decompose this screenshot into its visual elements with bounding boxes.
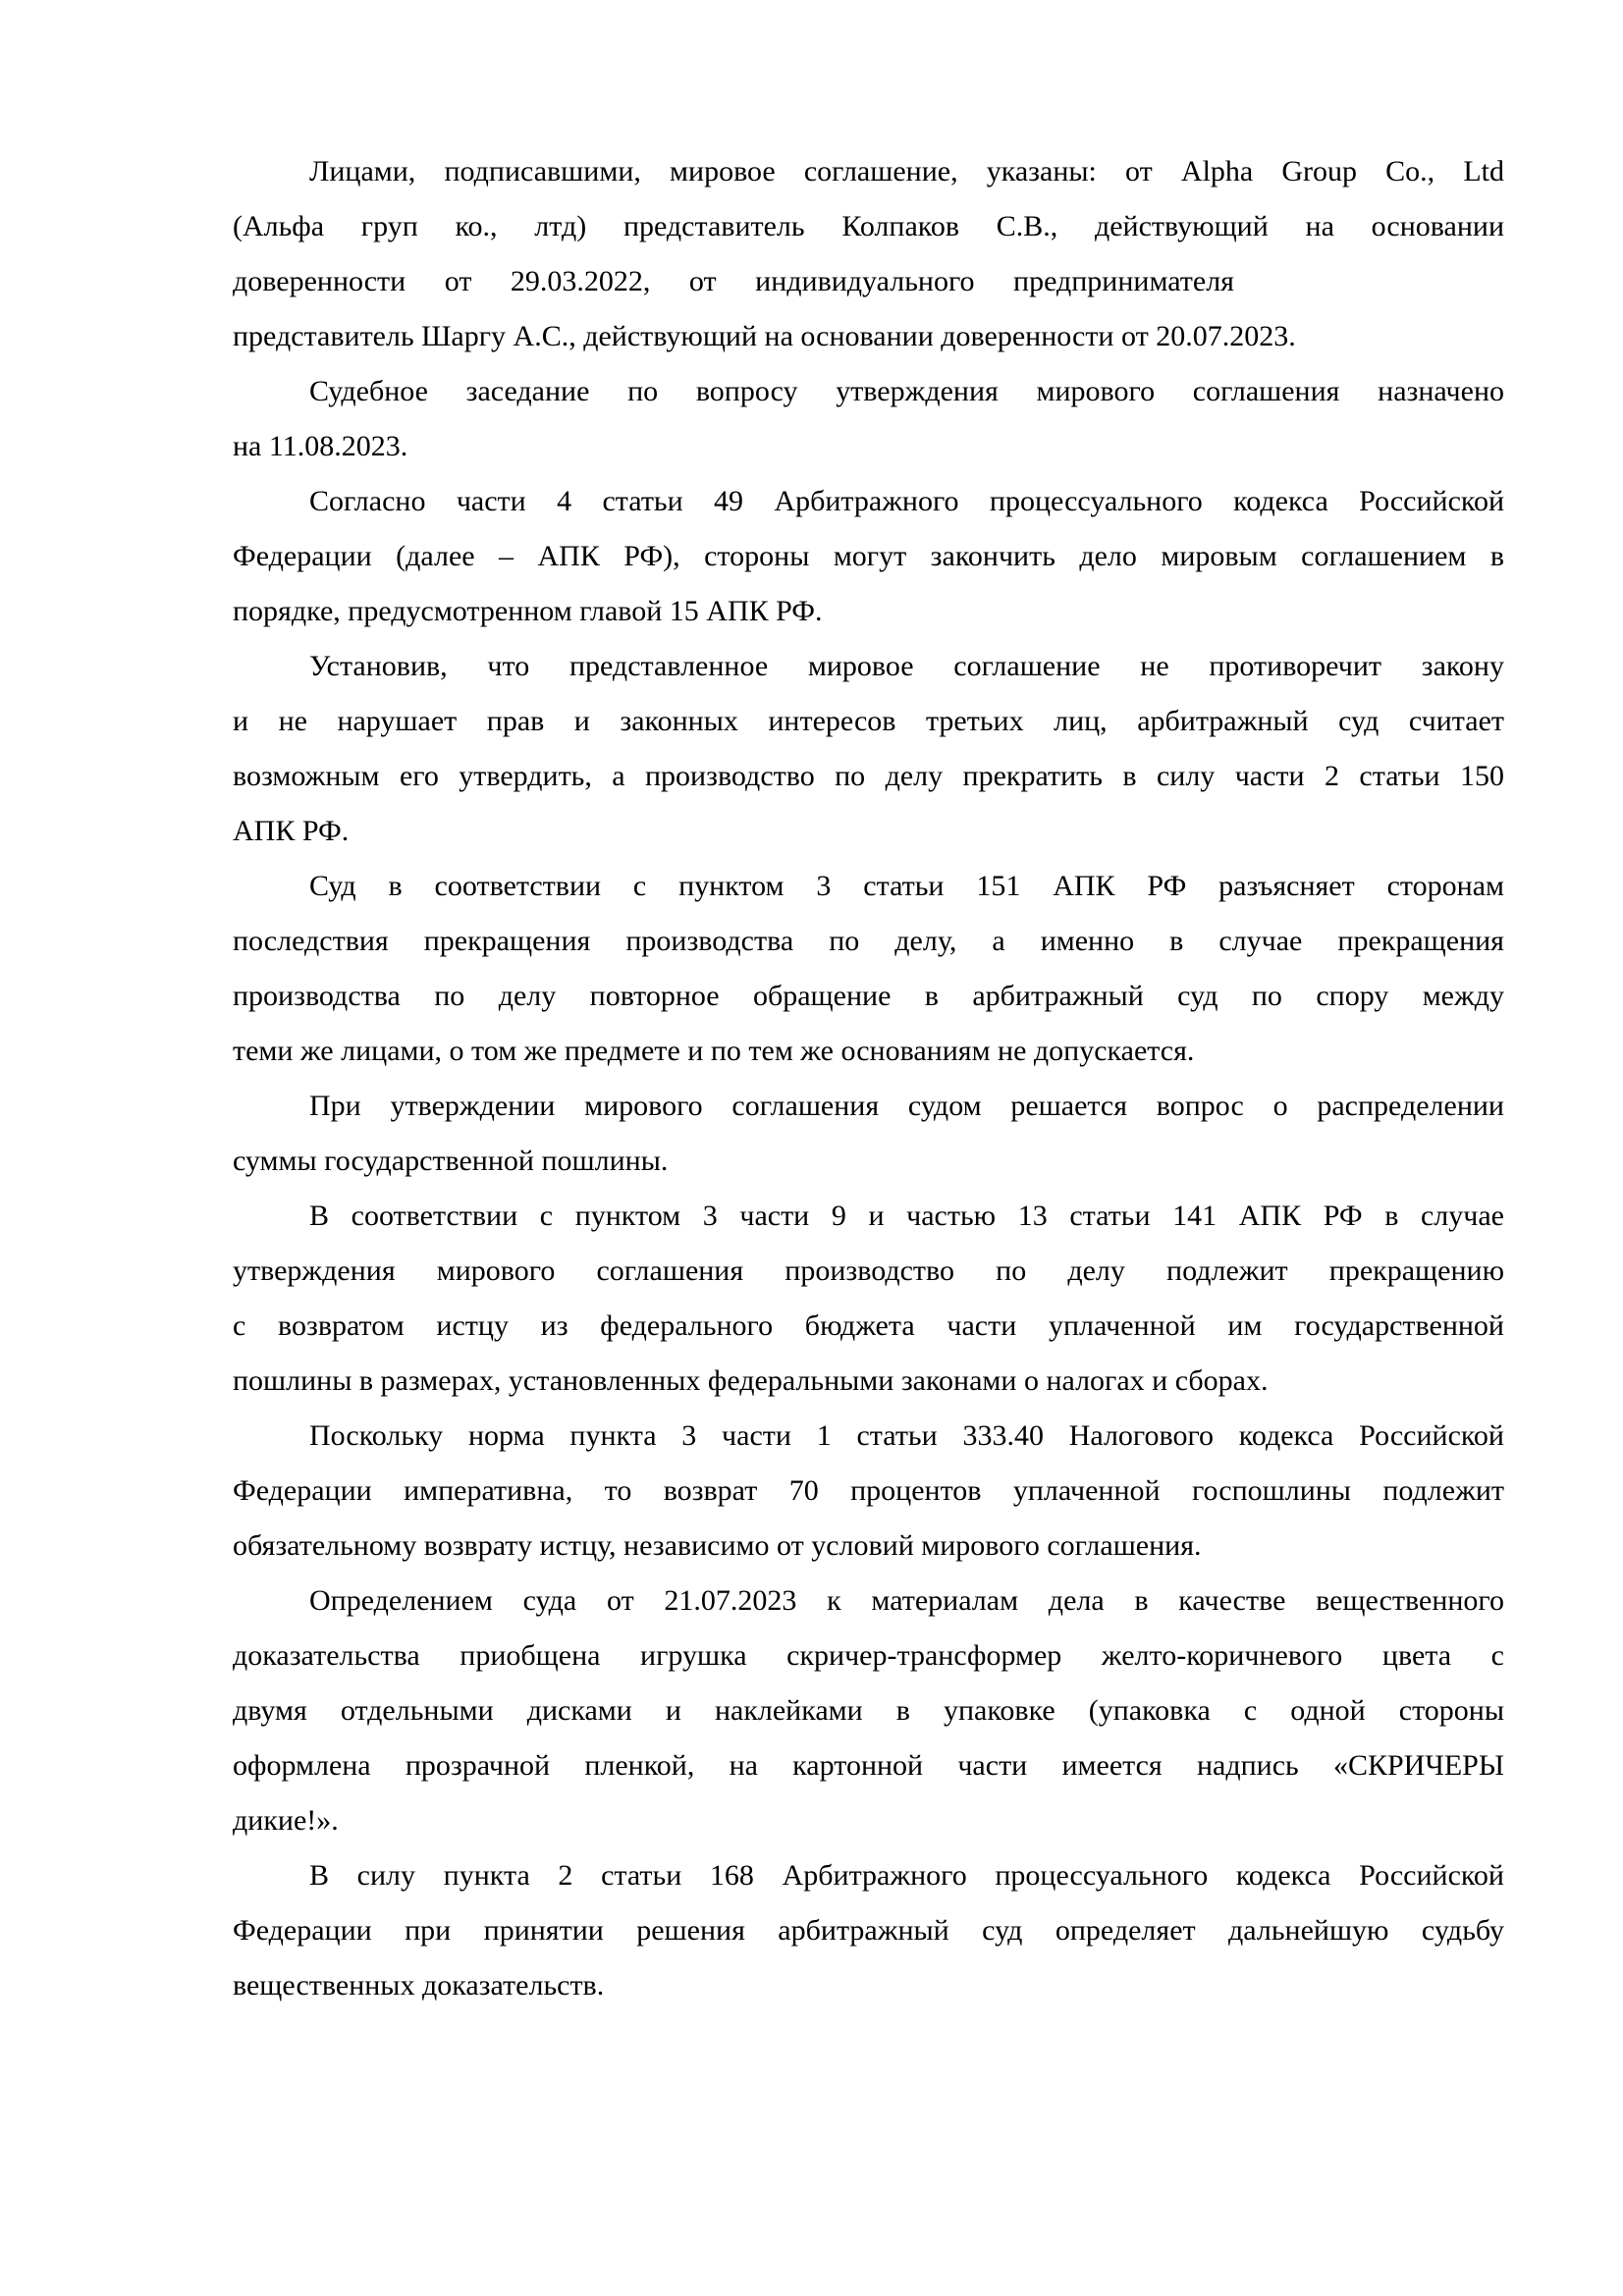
- paragraph-4: [233, 639, 1504, 859]
- text-line: Судебное заседание по вопросу утверждения мирового соглашения назначено: [309, 375, 1504, 407]
- paragraph-10: [233, 1848, 1504, 2013]
- text-line: производства по делу повторное обращение в арбитражный суд по спору между: [233, 980, 1504, 1012]
- text-line: с возвратом истцу из федерального бюджета части уплаченной им государственной: [233, 1309, 1504, 1342]
- text-body: [233, 144, 1504, 2013]
- paragraph-9: [233, 1574, 1504, 1848]
- text-line: При утверждении мирового соглашения судом решается вопрос о распределении: [309, 1090, 1504, 1122]
- text-line: на 11.08.2023.: [233, 430, 408, 462]
- text-line: (Альфа груп ко., лтд) представитель Колпаков С.В., действующий на основании: [233, 210, 1504, 242]
- text-line: доказательства приобщена игрушка скричер-трансформер желто-коричневого цвета с: [233, 1639, 1504, 1672]
- text-line: теми же лицами, о том же предмете и по тем же основаниям не допускается.: [233, 1035, 1195, 1067]
- text-line: Федерации императивна, то возврат 70 процентов уплаченной госпошлины подлежит: [233, 1474, 1504, 1507]
- paragraph-6: [233, 1079, 1504, 1189]
- text-line: доверенности от 29.03.2022, от индивидуального предпринимателя: [233, 265, 1234, 297]
- text-line: обязательному возврату истцу, независимо от условий мирового соглашения.: [233, 1529, 1202, 1562]
- paragraph-1: [233, 144, 1504, 364]
- text-line: вещественных доказательств.: [233, 1969, 605, 2002]
- paragraph-2: [233, 364, 1504, 474]
- text-line: пошлины в размерах, установленных федеральными законами о налогах и сборах.: [233, 1364, 1269, 1397]
- text-line: оформлена прозрачной пленкой, на картонной части имеется надпись «СКРИЧЕРЫ: [233, 1749, 1504, 1782]
- text-line: Федерации (далее – АПК РФ), стороны могут закончить дело мировым соглашением в: [233, 540, 1504, 572]
- text-line: Федерации при принятии решения арбитражный суд определяет дальнейшую судьбу: [233, 1914, 1504, 1947]
- text-line: порядке, предусмотренном главой 15 АПК РФ.: [233, 595, 823, 627]
- paragraph-7: [233, 1189, 1504, 1409]
- text-line: Поскольку норма пункта 3 части 1 статьи 333.40 Налогового кодекса Российской: [309, 1419, 1504, 1452]
- text-line: суммы государственной пошлины.: [233, 1145, 669, 1177]
- text-line: двумя отдельными дисками и наклейками в упаковке (упаковка с одной стороны: [233, 1694, 1504, 1727]
- text-line: и не нарушает прав и законных интересов третьих лиц, арбитражный суд считает: [233, 705, 1504, 737]
- text-line: дикие!».: [233, 1804, 339, 1837]
- text-line: Лицами, подписавшими, мировое соглашение, указаны: от Alpha Group Co., Ltd: [309, 155, 1504, 187]
- text-line: Суд в соответствии с пунктом 3 статьи 151 АПК РФ разъясняет сторонам: [309, 870, 1504, 902]
- text-line: Определением суда от 21.07.2023 к материалам дела в качестве вещественного: [309, 1584, 1504, 1617]
- text-line: представитель Шаргу А.С., действующий на основании доверенности от 20.07.2023.: [233, 320, 1296, 352]
- text-line: АПК РФ.: [233, 815, 350, 847]
- paragraph-3: [233, 474, 1504, 639]
- paragraph-8: [233, 1409, 1504, 1574]
- text-line: В соответствии с пунктом 3 части 9 и частью 13 статьи 141 АПК РФ в случае: [309, 1200, 1504, 1232]
- text-line: В силу пункта 2 статьи 168 Арбитражного процессуального кодекса Российской: [309, 1859, 1504, 1892]
- paragraph-5: [233, 859, 1504, 1079]
- text-line: Установив, что представленное мировое соглашение не противоречит закону: [309, 650, 1504, 682]
- text-line: возможным его утвердить, а производство по делу прекратить в силу части 2 статьи 150: [233, 760, 1504, 792]
- text-line: последствия прекращения производства по делу, а именно в случае прекращения: [233, 925, 1504, 957]
- text-line: утверждения мирового соглашения производство по делу подлежит прекращению: [233, 1255, 1504, 1287]
- text-line: Согласно части 4 статьи 49 Арбитражного процессуального кодекса Российской: [309, 485, 1504, 517]
